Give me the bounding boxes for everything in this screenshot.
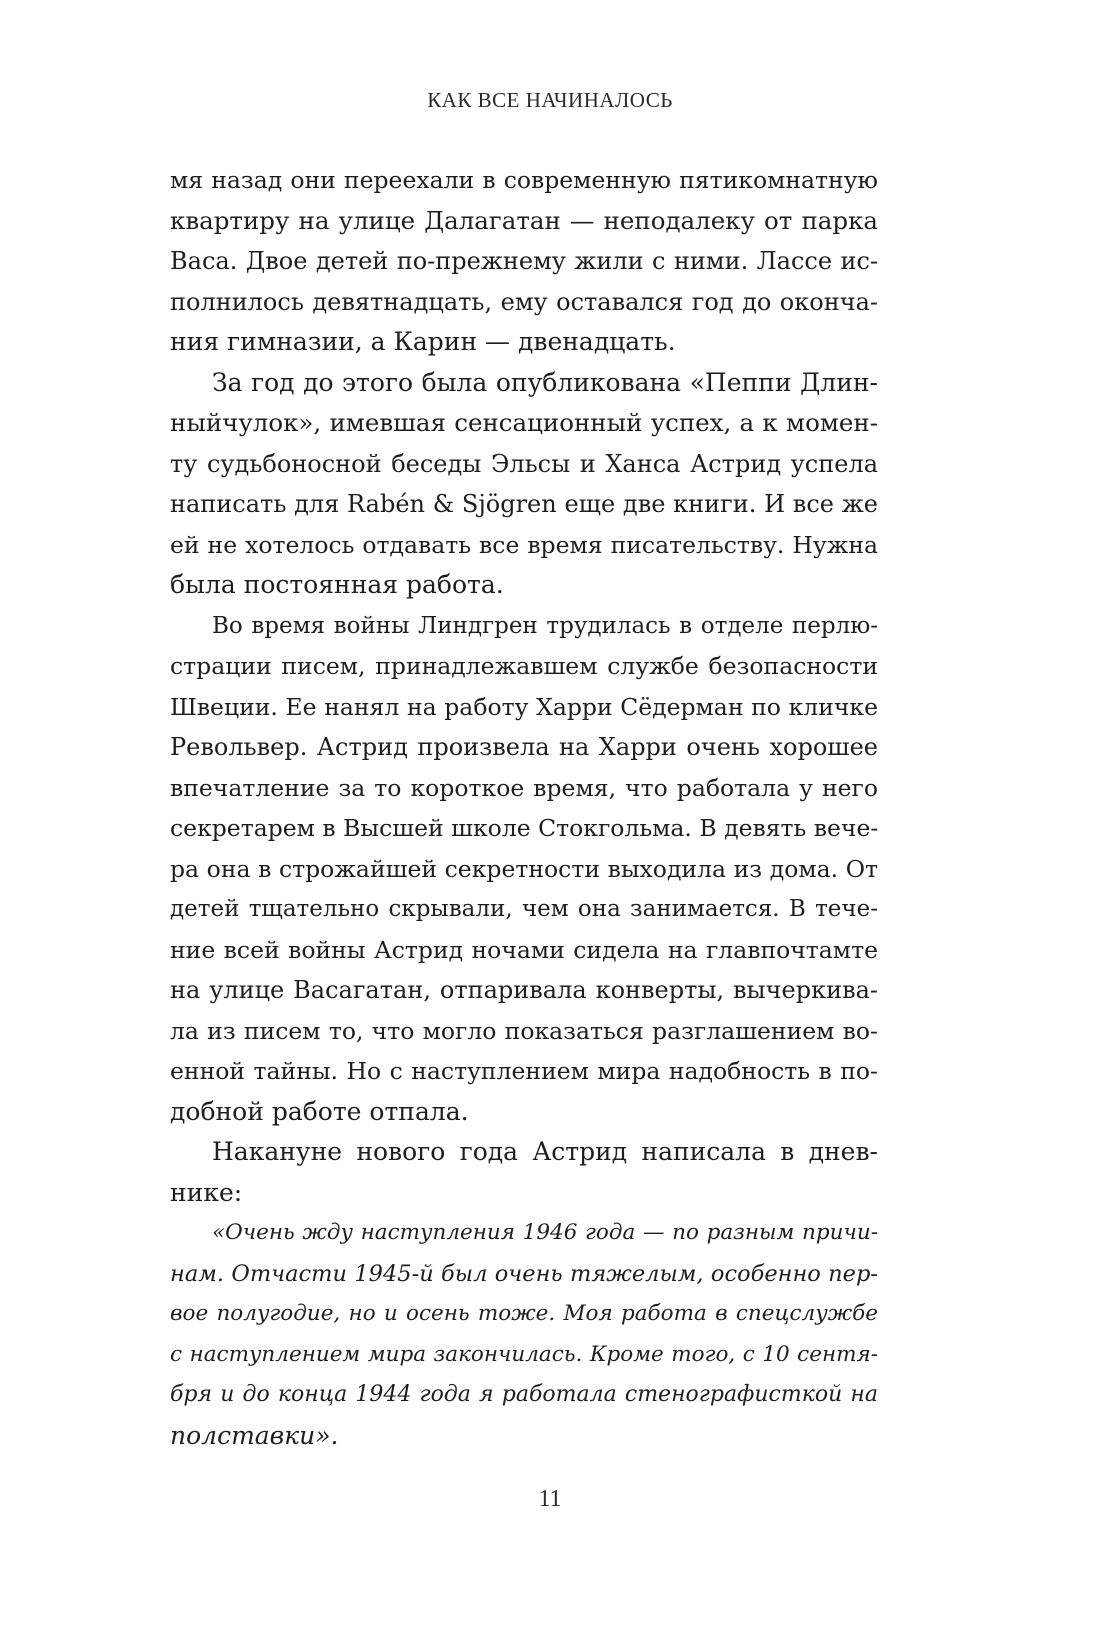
paragraph bbox=[170, 1132, 878, 1213]
text-line: добной работе отпала. bbox=[170, 1096, 469, 1126]
page-number: 11 bbox=[538, 1486, 562, 1512]
text-line: квартиру на улице Далагатан — неподалеку от парка bbox=[170, 205, 878, 235]
text-line: Револьвер. Астрид произвела на Харри очень хорошее bbox=[170, 733, 878, 761]
text-line: ра она в строжайшей секретности выходила из дома. От bbox=[170, 854, 878, 883]
text-line: За год до этого была опубликована «Пеппи Длин- bbox=[212, 367, 878, 397]
text-line: нике: bbox=[170, 1177, 243, 1207]
text-line: Во время войны Линдгрен трудилась в отделе перлю- bbox=[212, 612, 878, 639]
text-line: мя назад они переехали в современную пятикомнатную bbox=[170, 166, 878, 194]
quote-paragraph bbox=[170, 1213, 878, 1456]
text-line: написать для Rabén & Sjögren еще две книги. И все же bbox=[170, 490, 878, 518]
text-line: Накануне нового года Астрид написала в днев- bbox=[212, 1137, 878, 1166]
text-line: секретарем в Высшей школе Стокгольма. В девять вече- bbox=[170, 814, 879, 842]
text-line: ла из писем то, что могло показаться разглашением во- bbox=[170, 1016, 878, 1045]
text-line: детей тщательно скрывали, чем она занимается. В тече- bbox=[170, 896, 878, 922]
text-line: была постоянная работа. bbox=[170, 570, 504, 599]
text-line: ния гимназии, а Карин — двенадцать. bbox=[170, 327, 676, 356]
text-line: полставки». bbox=[170, 1420, 339, 1450]
text-line: ей не хотелось отдавать все время писательству. Нужна bbox=[170, 530, 878, 559]
text-line: страции писем, принадлежавшем службе безопасности bbox=[170, 652, 878, 680]
paragraph bbox=[170, 363, 878, 606]
text-line: нам. Отчасти 1945-й был очень тяжелым, особенно пер- bbox=[170, 1260, 878, 1287]
text-line: ту судьбоносной беседы Эльсы и Ханса Астрид успела bbox=[170, 449, 878, 478]
body-text bbox=[170, 160, 878, 1456]
running-head: КАК ВСЕ НАЧИНАЛОСЬ bbox=[427, 88, 673, 112]
text-line: енной тайны. Но с наступлением мира надобность в по- bbox=[170, 1057, 878, 1085]
text-line: ние всей войны Астрид ночами сидела на главпочтамте bbox=[170, 935, 878, 964]
text-line: полнилось девятнадцать, ему оставался год до оконча- bbox=[170, 287, 878, 316]
paragraph bbox=[170, 606, 878, 1133]
text-line: Швеции. Ее нанял на работу Харри Сёдерман по кличке bbox=[170, 692, 878, 721]
text-line: вое полугодие, но и осень тоже. Моя работа в спецслужбе bbox=[170, 1301, 878, 1326]
text-line: «Очень жду наступления 1946 года — по разным причи- bbox=[212, 1220, 878, 1245]
paragraph bbox=[170, 160, 878, 363]
text-line: на улице Васагатан, отпаривала конверты, вычеркива- bbox=[170, 976, 878, 1004]
text-line: ныйчулок», имевшая сенсационный успех, а к момен- bbox=[170, 408, 878, 437]
text-line: с наступлением мира закончилась. Кроме того, с 10 сентя- bbox=[170, 1341, 878, 1367]
text-line: Васа. Двое детей по-прежнему жили с ними. Лассе ис- bbox=[170, 247, 878, 275]
text-line: впечатление за то короткое время, что работала у него bbox=[170, 773, 878, 802]
text-line: бря и до конца 1944 года я работала стенографисткой на bbox=[170, 1382, 878, 1407]
